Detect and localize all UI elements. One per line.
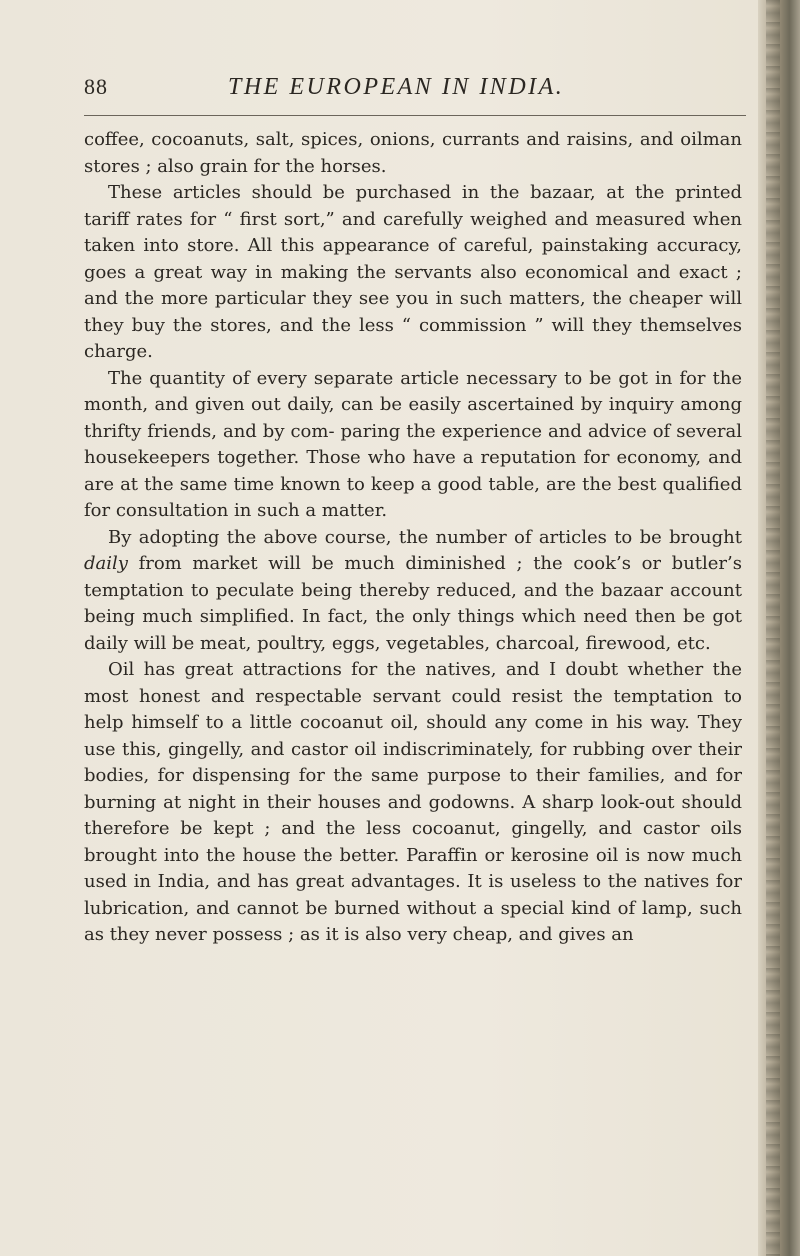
page-number: 88 — [84, 74, 108, 99]
paragraph: These articles should be purchased in the bazaar, at the printed tariff rates for “ first sort,” and carefully weighed and measured when taken into store. All this appearance of careful, painstaking accuracy, goes a great way in making the servants also economical and exact ; and the more particular they see you in such matters, the cheaper will they buy the stores, and the less “ commission ” will they themselves charge. — [84, 182, 742, 362]
body-text — [84, 127, 742, 949]
page-edge-shadow — [758, 0, 800, 1256]
page-header — [84, 74, 744, 108]
running-title: THE EUROPEAN IN INDIA. — [228, 74, 565, 100]
paragraph: Oil has great attractions for the natives, and I doubt whether the most honest and respectable servant could resist the temptation to help himself to a little cocoanut oil, should any come in his way. They use this, gingelly, and castor oil indiscriminately, for rubbing over their bodies, for dispensing for the same purpose to their families, and for burning at night in their houses and godowns. A sharp look-out should therefore be kept ; and the less cocoanut, gingelly, and castor oils brought into the house the better. Paraffin or kerosine oil is now much used in India, and has great advantages. It is useless to the natives for lubrication, and cannot be burned without a special kind of lamp, such as they never possess ; as it is also very cheap, and gives an — [84, 659, 742, 945]
paragraph: By adopting the above course, the number of articles to be brought daily from market will be much diminished ; the cook’s or butler’s temptation to peculate being thereby reduced, and the bazaar account being much simplified. In fact, the only things which need then be got daily will be meat, poultry, eggs, vegetables, charcoal, firewood, etc. — [84, 526, 742, 654]
paragraph-continued: coffee, cocoanuts, salt, spices, onions, currants and raisins, and oilman stores ; also grain for the horses. — [84, 129, 742, 177]
paragraph: The quantity of every separate article necessary to be got in for the month, and given out daily, can be easily ascertained by inquiry among thrifty friends, and by com- paring the experience and advice of several housekeepers together. Those who have a reputation for economy, and are at the same time known to keep a good table, are the best qualified for consultation in such a matter. — [84, 367, 742, 521]
emphasis-daily: daily — [84, 553, 128, 574]
header-rule — [84, 115, 746, 116]
